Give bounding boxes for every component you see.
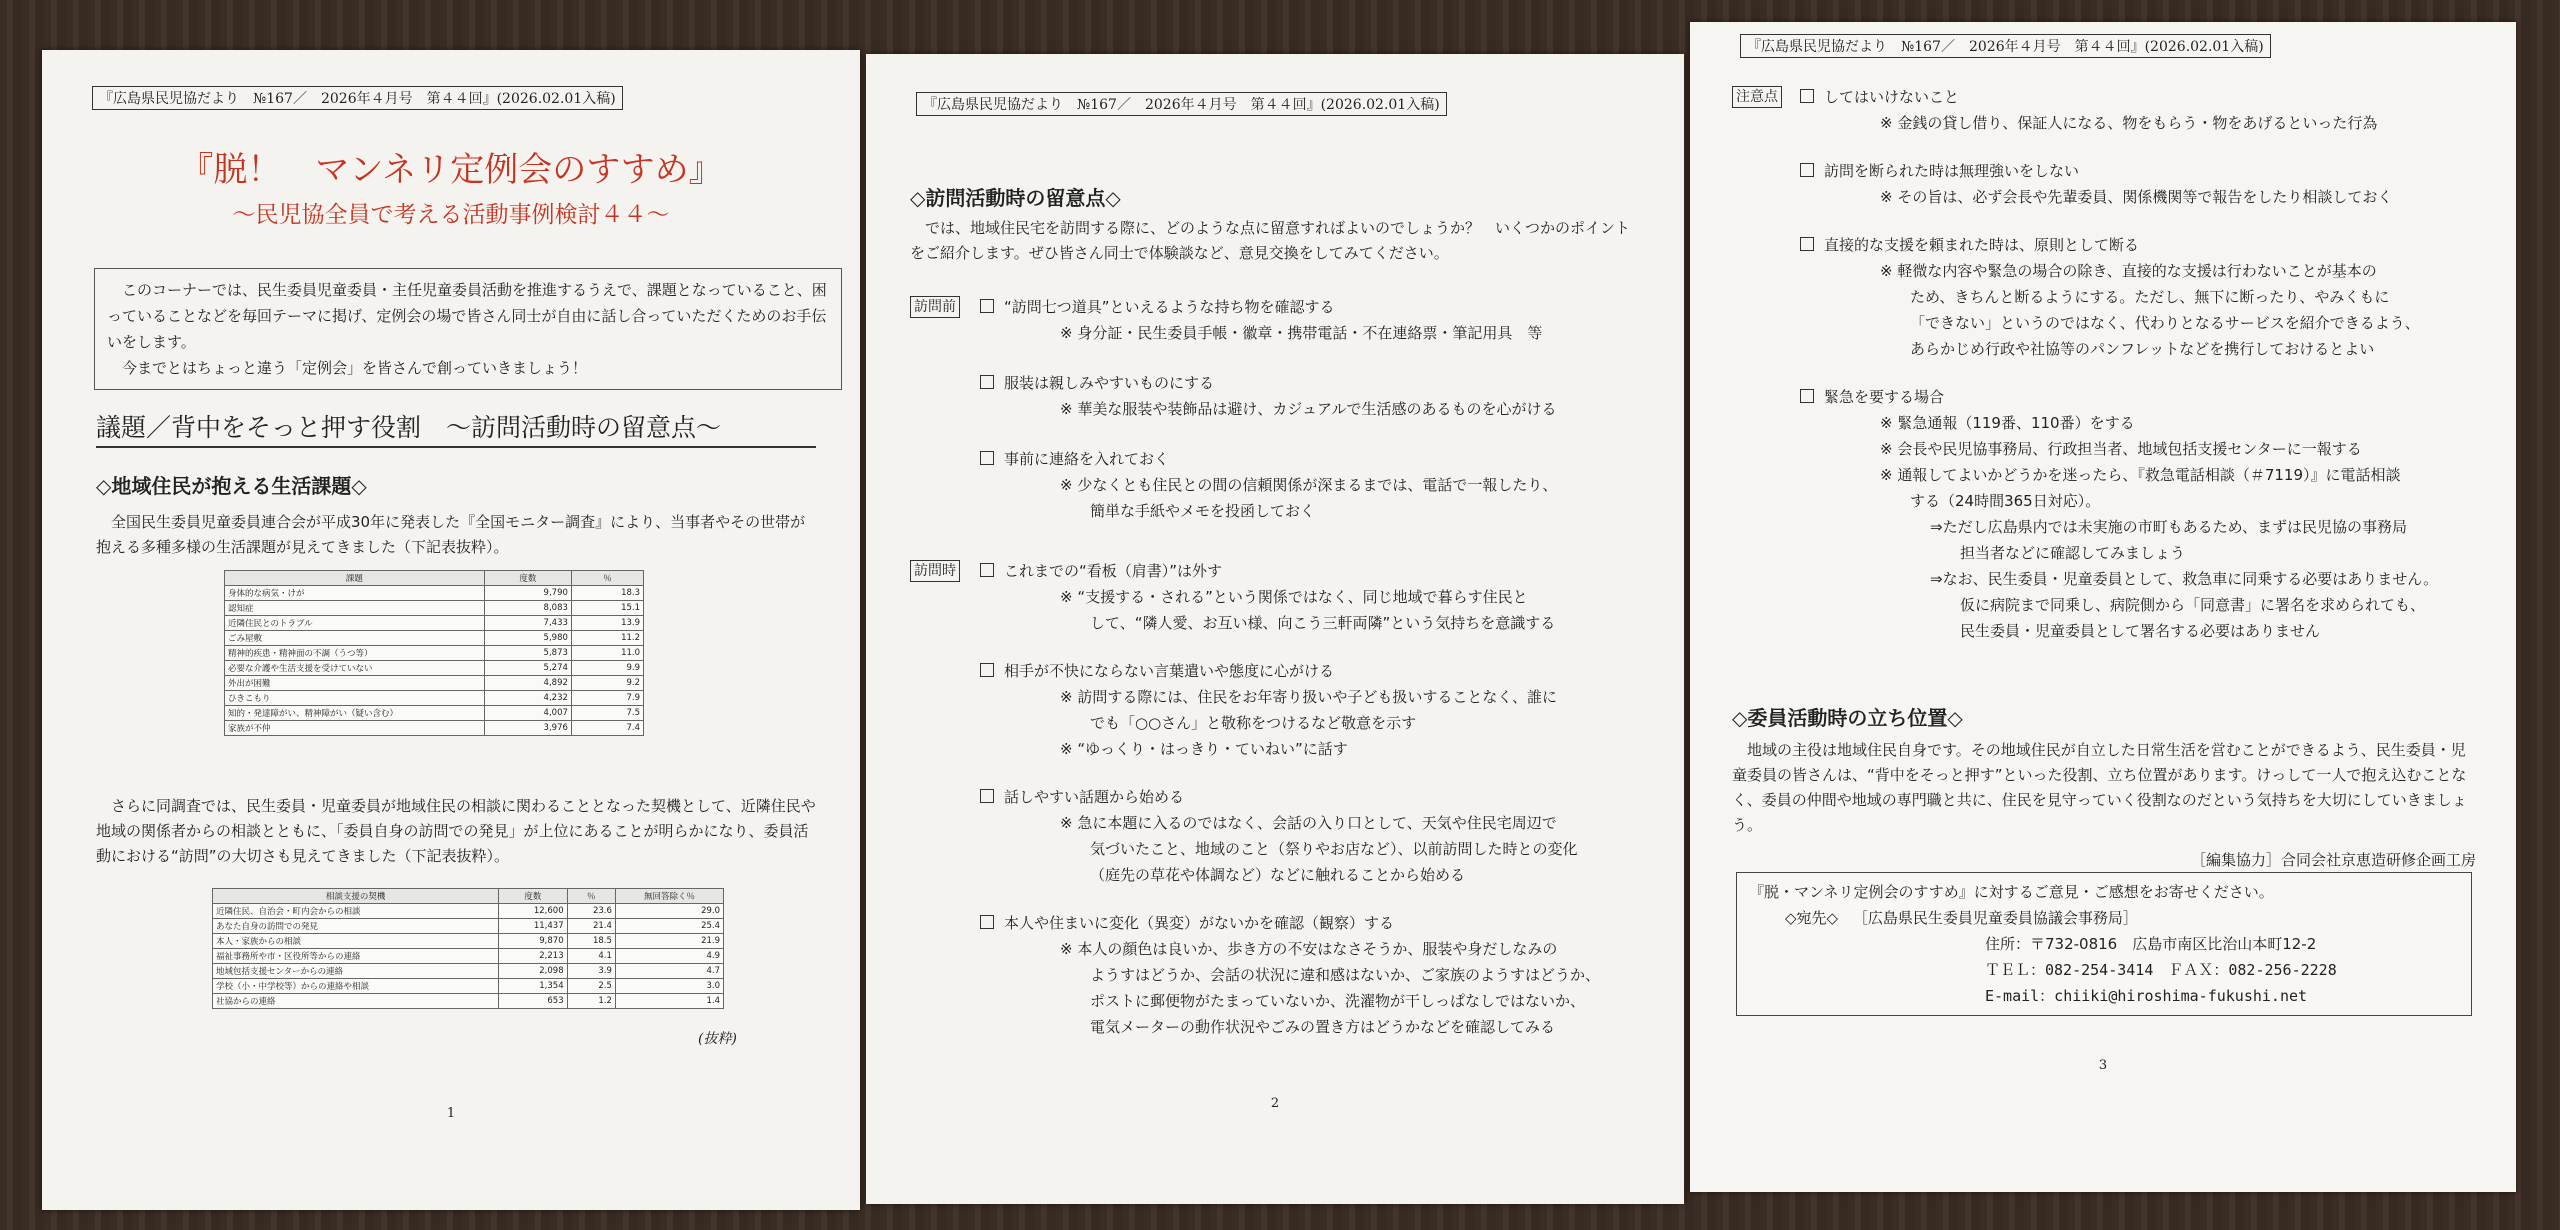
note-line: 簡単な手紙やメモを投函しておく [1090, 502, 1316, 520]
note-line: ※ 訪問する際には、住民をお年寄り扱いや子ども扱いすることなく、誰に [1060, 688, 1558, 706]
table-cell: 3.9 [567, 964, 615, 979]
note-line: ※ 金銭の貸し借り、保証人になる、物をもらう・物をあげるといった行為 [1880, 114, 2378, 132]
note-line: 「できない」というのではなく、代わりとなるサービスを紹介できるよう、 [1910, 314, 2420, 332]
note-line: 電気メーターの動作状況やごみの置き方はどうかなどを確認してみる [1090, 1018, 1556, 1036]
checkbox-square-icon [980, 299, 994, 313]
intro-text: このコーナーでは、民生委員児童委員・主任児童委員活動を推進するうえで、課題となっていること、困っていることなどを毎回テーマに掲げ、定例会の場で皆さん同士が自由に話し合っていただくためのお手伝いをします。 [107, 281, 827, 351]
table-cell: ごみ屋敷 [225, 631, 485, 646]
page-number: 1 [446, 1106, 456, 1121]
page-2 [866, 54, 1684, 1204]
table-cell: 29.0 [615, 904, 723, 919]
paragraph: 地域の主役は地域住民自身です。その地域住民が自立した日常生活を営むことができるよう、民生委員・児童委員の皆さんは、“背中をそっと押す”といった役割、立ち位置があります。けっして一人で抱え込むことなく、委員の仲間や地域の専門職と共に、住民を見守っていく役割なのだという気持ちを大切にしていきましょう。 [1732, 741, 2467, 834]
table-row [225, 676, 644, 691]
list-item: 服装は親しみやすいものにする [980, 370, 1660, 396]
table-header-cell: ％ [567, 889, 615, 904]
table-cell: 2,098 [499, 964, 567, 979]
table-cell: 9,870 [499, 934, 567, 949]
table-row [213, 934, 724, 949]
table-cell: 7.4 [571, 721, 643, 736]
contact-recipient [1749, 905, 2459, 931]
table-cell: 3,976 [484, 721, 571, 736]
list-item: 事前に連絡を入れておく [980, 446, 1660, 472]
checkbox-square-icon [980, 915, 994, 929]
table-cell: 9,790 [484, 586, 571, 601]
note-line: ※ その旨は、必ず会長や先輩委員、関係機関等で報告をしたり相談しておく [1880, 188, 2393, 206]
editorial-credit: ［編集協力］合同会社京恵造研修企画工房 [2190, 851, 2476, 869]
list-item: 話しやすい話題から始める [980, 784, 1660, 810]
table-cell: 2,213 [499, 949, 567, 964]
table-cell: 4.9 [615, 949, 723, 964]
table-row [213, 919, 724, 934]
checkbox-square-icon [980, 563, 994, 577]
page-header: 『広島県民児協だより №167／ 2026年４月号 第４４回』(2026.02.01入稿) [1740, 34, 2271, 58]
table-cell: 身体的な病気・けが [225, 586, 485, 601]
table-cell: 13.9 [571, 616, 643, 631]
table-cell: 4,007 [484, 706, 571, 721]
page-1 [42, 50, 860, 1210]
checkbox-square-icon [980, 789, 994, 803]
list-item: 本人や住まいに変化（異変）がないかを確認（観察）する [980, 910, 1660, 936]
page-header: 『広島県民児協だより №167／ 2026年４月号 第４４回』(2026.02.01入稿) [92, 86, 623, 110]
table-cell: 認知症 [225, 601, 485, 616]
table-header-cell: 相談支援の契機 [213, 889, 499, 904]
list-item: 直接的な支援を頼まれた時は、原則として断る [1800, 232, 2500, 258]
table-cell: 1.4 [615, 994, 723, 1009]
note-line: あらかじめ行政や社協等のパンフレットなどを携行しておけるとよい [1910, 340, 2375, 358]
table-cell: 3.0 [615, 979, 723, 994]
caution-tag: 注意点 [1732, 86, 1782, 108]
checkbox-square-icon [1800, 89, 1814, 103]
note-line: する（24時間365日対応）。 [1910, 492, 2101, 510]
table-header-cell: 度数 [484, 571, 571, 586]
list-item: 緊急を要する場合 [1800, 384, 2500, 410]
table-row [213, 904, 724, 919]
note-line: ※ 通報してよいかどうかを迷ったら、『救急電話相談（＃7119）』に電話相談 [1880, 466, 2401, 484]
note-line: ※ 華美な服装や装飾品は避け、カジュアルで生活感のあるものを心がける [1060, 400, 1557, 418]
table-cell: 12,600 [499, 904, 567, 919]
checkbox-square-icon [980, 451, 994, 465]
table-cell: 8,083 [484, 601, 571, 616]
table-cell: 1.2 [567, 994, 615, 1009]
note-line: 気づいたこと、地域のこと（祭りやお店など）、以前訪問した時との変化 [1090, 840, 1578, 858]
table-cell: 2.5 [567, 979, 615, 994]
list-item: これまでの“看板（肩書）”は外す [980, 558, 1660, 584]
table-row [225, 616, 644, 631]
note-line: （庭先の草花や体調など）などに触れることから始める [1090, 866, 1466, 884]
table-cell: 21.9 [615, 934, 723, 949]
table-cell: 必要な介護や生活支援を受けていない [225, 661, 485, 676]
table-cell: 近隣住民、自治会・町内会からの相談 [213, 904, 499, 919]
list-item: “訪問七つ道具”といえるような持ち物を確認する [980, 294, 1660, 320]
checkbox-square-icon [980, 663, 994, 677]
page-3 [1690, 22, 2516, 1192]
table-cell: 7,433 [484, 616, 571, 631]
list-item: してはいけないこと [1800, 84, 2500, 110]
checkbox-square-icon [1800, 389, 1814, 403]
arrow-note: 民生委員・児童委員として署名する必要はありません [1960, 622, 2321, 640]
table-cell: あなた自身の訪問での発見 [213, 919, 499, 934]
table-row [213, 964, 724, 979]
table-cell: 知的・発達障がい、精神障がい（疑い含む） [225, 706, 485, 721]
checkbox-square-icon [1800, 237, 1814, 251]
table-row [225, 721, 644, 736]
table-cell: 11,437 [499, 919, 567, 934]
table-row [225, 631, 644, 646]
caution-list [1800, 84, 2500, 644]
page-header: 『広島県民児協だより №167／ 2026年４月号 第４４回』(2026.02.01入稿) [916, 92, 1447, 116]
note-line: ※ 身分証・民生委員手帳・徽章・携帯電話・不在連絡票・筆記用具 等 [1060, 324, 1543, 342]
table-cell: 21.4 [567, 919, 615, 934]
table-cell: 家族が不仲 [225, 721, 485, 736]
table-row [225, 586, 644, 601]
note-line: ※ 少なくとも住民との間の信頼関係が深まるまでは、電話で一報したり、 [1060, 476, 1558, 494]
table-cell: 9.2 [571, 676, 643, 691]
table-cell: 7.5 [571, 706, 643, 721]
table-row [213, 979, 724, 994]
note-line: して、“隣人愛、お互い様、向こう三軒両隣”という気持ちを意識する [1090, 614, 1556, 632]
table-header-row [225, 571, 644, 586]
table-row [213, 994, 724, 1009]
table-cell: 18.3 [571, 586, 643, 601]
table-cell: 4.7 [615, 964, 723, 979]
table-cell: 15.1 [571, 601, 643, 616]
before-visit-list [980, 294, 1660, 524]
note-line: でも「○○さん」と敬称をつけるなど敬意を示す [1090, 714, 1417, 732]
contact-address: 住所：〒732-0816 広島市南区比治山本町12-2 [1985, 935, 2317, 953]
table-source-note: (抜粋) [698, 1031, 737, 1047]
table-cell: 5,980 [484, 631, 571, 646]
table-cell: 地域包括支援センターからの連絡 [213, 964, 499, 979]
section-heading: ◇委員活動時の立ち位置◇ [1732, 706, 1963, 730]
intro-box [94, 268, 842, 390]
arrow-note: 仮に病院まで同乗し、病院側から「同意書」に署名を求められても、 [1960, 596, 2426, 614]
table-cell: 25.4 [615, 919, 723, 934]
table-cell: 社協からの連絡 [213, 994, 499, 1009]
table-cell: 7.9 [571, 691, 643, 706]
main-subtitle: ～民児協全員で考える活動事例検討４４～ [232, 202, 670, 228]
agenda-heading: 議題／背中をそっと押す役割 ～訪問活動時の留意点～ [96, 408, 816, 448]
intro-text: 今までとはちょっと違う「定例会」を皆さんで創っていきましょう！ [122, 359, 588, 377]
checkbox-square-icon [1800, 163, 1814, 177]
section-heading: ◇訪問活動時の留意点◇ [910, 186, 1121, 210]
table-row [225, 601, 644, 616]
main-title: 『脱！ マンネリ定例会のすすめ』 [179, 150, 723, 190]
life-issues-table [224, 570, 644, 736]
table-row [225, 661, 644, 676]
contact-box [1736, 872, 2472, 1016]
note-line: ポストに郵便物がたまっていないか、洗濯物が干しっぱなしではないか、 [1090, 992, 1586, 1010]
table-header-row [213, 889, 724, 904]
table-cell: 4,892 [484, 676, 571, 691]
note-line: ため、きちんと断るようにする。ただし、無下に断ったり、やみくもに [1910, 288, 2390, 306]
contact-to-label: ◇宛先◇ [1785, 909, 1839, 927]
table-header-cell: 無回答除く％ [615, 889, 723, 904]
arrow-note: 担当者などに確認してみましょう [1960, 544, 2186, 562]
section-heading: ◇地域住民が抱える生活課題◇ [96, 474, 367, 498]
list-item: 相手が不快にならない言葉遣いや態度に心がける [980, 658, 1660, 684]
consultation-trigger-table [212, 888, 724, 1009]
table-cell: 11.2 [571, 631, 643, 646]
paragraph: 全国民生委員児童委員連合会が平成30年に発表した『全国モニター調査』により、当事者やその世帯が抱える多種多様の生活課題が見えてきました（下記表抜粋）。 [96, 513, 806, 556]
paragraph: さらに同調査では、民生委員・児童委員が地域住民の相談に関わることとなった契機として、近隣住民や地域の関係者からの相談とともに、「委員自身の訪問での発見」が上位にあることが明らかになり、委員活動における“訪問”の大切さも見えてきました（下記表抜粋）。 [96, 797, 816, 865]
table-row [225, 691, 644, 706]
checkbox-square-icon [980, 375, 994, 389]
table-cell: 653 [499, 994, 567, 1009]
visit-during-tag: 訪問時 [910, 560, 960, 582]
table-cell: 5,274 [484, 661, 571, 676]
during-visit-list [980, 558, 1660, 1040]
table-cell: 福祉事務所や市・区役所等からの連絡 [213, 949, 499, 964]
table-cell: 4,232 [484, 691, 571, 706]
page-number: 3 [2098, 1058, 2108, 1073]
note-line: ※ 本人の顔色は良いか、歩き方の不安はなさそうか、服装や身だしなみの [1060, 940, 1558, 958]
table-row [225, 706, 644, 721]
table-cell: 18.5 [567, 934, 615, 949]
table-cell: 9.9 [571, 661, 643, 676]
table-cell: 本人・家族からの相談 [213, 934, 499, 949]
note-line: ようすはどうか、会話の状況に違和感はないか、ご家族のようすはどうか、 [1090, 966, 1601, 984]
table-row [213, 949, 724, 964]
note-line: ※ 緊急通報（119番、110番）をする [1880, 414, 2135, 432]
table-cell: ひきこもり [225, 691, 485, 706]
page-number: 2 [1270, 1096, 1280, 1111]
contact-request: 『脱・マンネリ定例会のすすめ』に対するご意見・ご感想をお寄せください。 [1749, 883, 2274, 901]
table-header-cell: 度数 [499, 889, 567, 904]
table-row [225, 646, 644, 661]
table-cell: 外出が困難 [225, 676, 485, 691]
note-line: ※ “支援する・される”という関係ではなく、同じ地域で暮らす住民と [1060, 588, 1528, 606]
table-cell: 11.0 [571, 646, 643, 661]
contact-email[interactable]: E-mail：chiiki@hiroshima-fukushi.net [1985, 987, 2308, 1005]
table-cell: 近隣住民とのトラブル [225, 616, 485, 631]
table-cell: 精神的疾患・精神面の不調（うつ等） [225, 646, 485, 661]
table-header-cell: ％ [571, 571, 643, 586]
contact-organization: ［広島県民生委員児童委員協議会事務局］ [1852, 909, 2138, 927]
arrow-note: ⇒ただし広島県内では未実施の市町もあるため、まずは民児協の事務局 [1930, 518, 2407, 536]
note-line: ※ 会長や民児協事務局、行政担当者、地域包括支援センターに一報する [1880, 440, 2362, 458]
table-header-cell: 課題 [225, 571, 485, 586]
arrow-note: ⇒なお、民生委員・児童委員として、救急車に同乗する必要はありません。 [1930, 570, 2439, 588]
visit-before-tag: 訪問前 [910, 296, 960, 318]
note-line: ※ “ゆっくり・はっきり・ていねい”に話す [1060, 740, 1348, 758]
table-cell: 5,873 [484, 646, 571, 661]
note-line: ※ 急に本題に入るのではなく、会話の入り口として、天気や住民宅周辺で [1060, 814, 1557, 832]
contact-phone-fax: ＴＥＬ：082-254-3414 ＦＡＸ：082-256-2228 [1985, 961, 2337, 979]
table-cell: 1,354 [499, 979, 567, 994]
paragraph: では、地域住民宅を訪問する際に、どのような点に留意すればよいのでしょうか？ いくつかのポイントをご紹介します。ぜひ皆さん同士で体験談など、意見交換をしてみてください。 [910, 219, 1631, 262]
table-cell: 4.1 [567, 949, 615, 964]
list-item: 訪問を断られた時は無理強いをしない [1800, 158, 2500, 184]
note-line: ※ 軽微な内容や緊急の場合の除き、直接的な支援は行わないことが基本の [1880, 262, 2377, 280]
table-cell: 学校（小・中学校等）からの連絡や相談 [213, 979, 499, 994]
table-cell: 23.6 [567, 904, 615, 919]
